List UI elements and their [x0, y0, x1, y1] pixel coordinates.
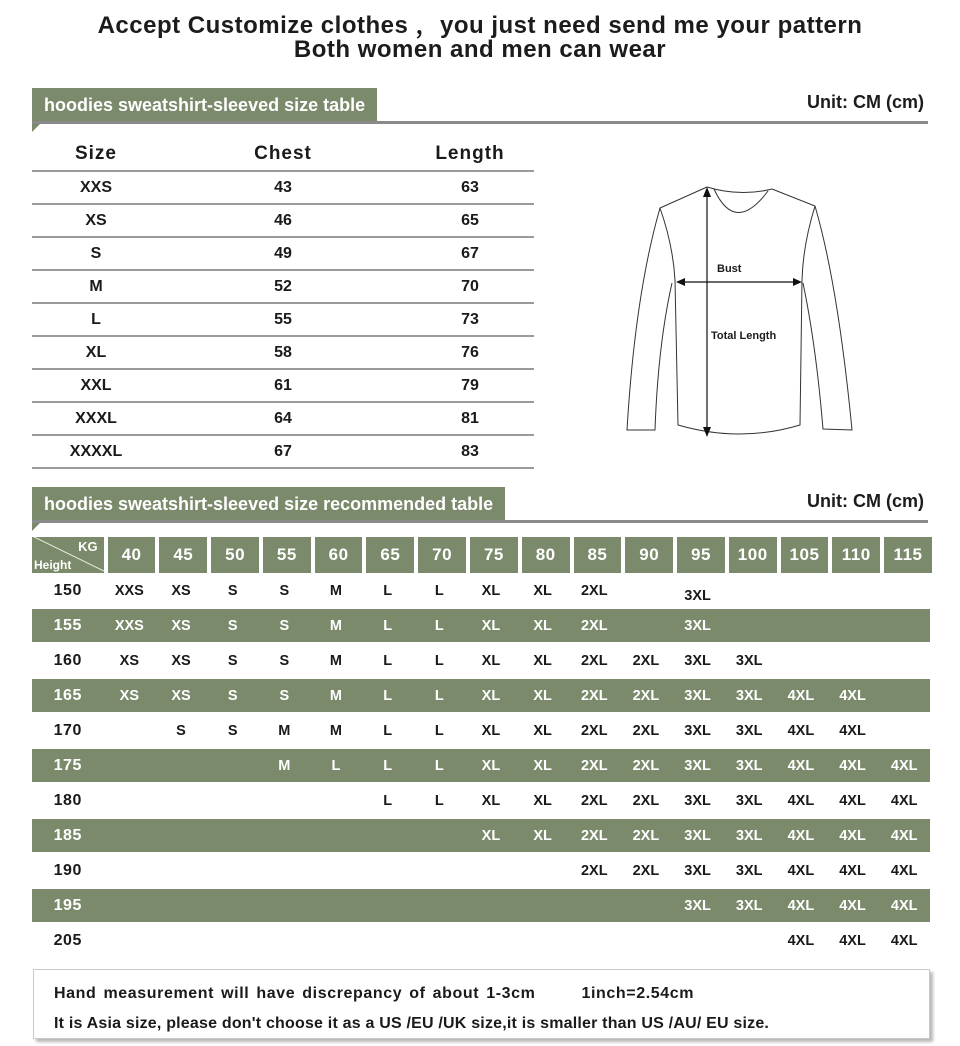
size-recommendation-cell: XL: [533, 827, 552, 844]
size-recommendation-cell: 2XL: [580, 617, 608, 634]
size-recommendation-cell: XL: [533, 687, 552, 704]
size-recommendation-cell: S: [279, 582, 290, 599]
kg-header-cell: 105: [781, 537, 829, 573]
size-recommendation-cell: 3XL: [684, 587, 711, 604]
size-recommendation-cell: XXS: [114, 582, 144, 599]
corner-kg-label: KG: [78, 539, 98, 554]
length-cell: 70: [461, 277, 479, 295]
size-recommendation-cell: L: [383, 757, 393, 774]
height-cell: 180: [53, 791, 82, 809]
size-recommendation-cell: L: [434, 687, 444, 704]
kg-header-cell: 70: [418, 537, 466, 573]
size-recommendation-cell: 4XL: [787, 792, 815, 809]
size-cell: M: [89, 277, 103, 295]
length-cell: 79: [461, 376, 479, 394]
chest-cell: 55: [274, 310, 292, 328]
recommended-table-row: [32, 853, 930, 888]
size-recommendation-cell: M: [329, 687, 343, 704]
size-table-title: hoodies sweatshirt-sleeved size table: [32, 88, 377, 122]
size-recommendation-cell: 4XL: [890, 932, 918, 949]
size-recommendation-cell: 2XL: [632, 687, 660, 704]
recommended-table-title: hoodies sweatshirt-sleeved size recommended table: [32, 487, 505, 521]
size-recommendation-cell: 3XL: [735, 757, 763, 774]
chest-cell: 58: [274, 343, 292, 361]
size-recommendation-cell: 2XL: [632, 862, 660, 879]
size-recommendation-cell: 4XL: [890, 757, 918, 774]
size-recommendation-cell: XL: [533, 582, 552, 599]
size-recommendation-cell: 4XL: [890, 792, 918, 809]
size-recommendation-cell: L: [383, 792, 393, 809]
size-table-header-row: [32, 138, 534, 172]
recommended-table-row: [32, 679, 930, 712]
chest-cell: 67: [274, 442, 292, 460]
size-table-row: [32, 370, 534, 403]
size-recommendation-cell: XL: [481, 652, 501, 669]
size-recommendation-cell: XS: [171, 582, 191, 599]
height-cell: 155: [53, 616, 82, 634]
size-cell: XXXL: [75, 409, 117, 427]
size-recommendation-cell: 2XL: [580, 792, 608, 809]
length-cell: 63: [461, 178, 479, 196]
height-cell: 175: [53, 756, 82, 774]
kg-header-cell: 90: [625, 537, 673, 573]
size-table-row: [32, 205, 534, 238]
total-length-label: Total Length: [711, 330, 777, 342]
kg-header-cell: 50: [211, 537, 259, 573]
kg-header-cell: 55: [263, 537, 311, 573]
size-table-row: [32, 337, 534, 370]
size-cell: XXXXL: [69, 442, 123, 460]
kg-header-cell: 60: [315, 537, 363, 573]
size-table-row: [32, 271, 534, 304]
column-header-size: Size: [74, 143, 118, 164]
size-recommendation-cell: XS: [171, 617, 191, 634]
size-recommendation-cell: 3XL: [684, 652, 711, 669]
size-recommendation-cell: 4XL: [839, 932, 866, 949]
size-recommendation-cell: 4XL: [787, 687, 815, 704]
size-recommendation-cell: 4XL: [839, 722, 866, 739]
size-cell: XS: [85, 211, 107, 229]
kg-header-cell: 45: [159, 537, 207, 573]
recommended-table-row: [32, 573, 930, 608]
size-table-unit: Unit: CM (cm): [807, 92, 924, 112]
size-recommendation-cell: XL: [533, 757, 552, 774]
height-cell: 165: [53, 686, 82, 704]
size-recommendation-cell: 4XL: [839, 687, 866, 704]
size-recommendation-cell: S: [227, 687, 238, 704]
size-recommendation-cell: 3XL: [735, 792, 763, 809]
size-recommendation-cell: XL: [481, 582, 501, 599]
kg-header-cell: 75: [470, 537, 518, 573]
size-cell: XXL: [80, 376, 112, 394]
size-recommendation-cell: XL: [481, 687, 501, 704]
height-cell: 185: [53, 826, 82, 844]
size-recommendation-cell: 2XL: [632, 722, 660, 739]
recommended-table-row: [32, 923, 930, 958]
kg-header-cell: 100: [729, 537, 777, 573]
size-recommendation-cell: 3XL: [684, 827, 711, 844]
note-discrepancy: [54, 985, 694, 1003]
size-recommendation-cell: 4XL: [839, 757, 866, 774]
size-recommendation-cell: 4XL: [787, 722, 815, 739]
recommended-table-row: [32, 819, 930, 852]
size-recommendation-cell: 2XL: [580, 652, 608, 669]
height-cell: 205: [53, 931, 82, 949]
size-recommendation-cell: 3XL: [735, 722, 763, 739]
size-cell: XXS: [79, 178, 112, 196]
recommended-table-header-row: [32, 537, 932, 573]
size-recommendation-cell: 2XL: [580, 722, 608, 739]
shirt-outline-icon: [610, 175, 870, 455]
notes-box: [33, 969, 930, 1039]
chest-cell: 61: [274, 376, 292, 394]
size-recommendation-cell: M: [329, 617, 343, 634]
height-cell: 195: [53, 896, 82, 914]
size-recommendation-cell: 2XL: [632, 792, 660, 809]
size-table-row: [32, 238, 534, 271]
size-recommendation-cell: 3XL: [735, 652, 763, 669]
size-recommendation-cell: L: [331, 757, 341, 774]
recommended-table-row: [32, 713, 930, 748]
column-header-length: Length: [435, 143, 505, 164]
size-table-row: [32, 304, 534, 337]
recommended-table-row: [32, 609, 930, 642]
kg-header-cell: 85: [574, 537, 622, 573]
length-cell: 73: [461, 310, 479, 328]
size-recommendation-cell: XL: [533, 617, 552, 634]
size-recommendation-cell: 4XL: [787, 827, 815, 844]
size-recommendation-cell: 3XL: [684, 792, 711, 809]
size-recommendation-cell: M: [329, 652, 343, 669]
size-recommendation-cell: L: [383, 687, 393, 704]
size-recommendation-cell: XL: [533, 722, 552, 739]
headline-unisex: Both women and men can wear: [293, 36, 667, 63]
recommended-table-body: [32, 573, 930, 958]
size-recommendation-cell: L: [434, 617, 444, 634]
size-recommendation-cell: S: [227, 617, 238, 634]
size-recommendation-cell: 4XL: [787, 897, 815, 914]
recommended-table-unit: Unit: CM (cm): [807, 491, 924, 511]
size-recommendation-cell: 3XL: [684, 722, 711, 739]
note-asia-size: It is Asia size, please don't choose it as a US /EU /UK size,it is smaller than US /AU/ EU size.: [54, 1015, 770, 1032]
size-recommendation-cell: L: [383, 582, 393, 599]
size-recommendation-cell: 4XL: [787, 932, 815, 949]
size-recommendation-cell: XXS: [114, 617, 144, 634]
size-recommendation-cell: 2XL: [632, 827, 660, 844]
size-recommendation-cell: S: [279, 652, 290, 669]
size-table-row: [32, 403, 534, 436]
height-cell: 190: [53, 861, 82, 879]
section-divider: [32, 121, 928, 124]
size-recommendation-cell: 3XL: [735, 827, 763, 844]
recommended-table-header-bar: [32, 487, 928, 527]
corner-height-label: Height: [34, 558, 72, 572]
length-cell: 76: [461, 343, 479, 361]
size-recommendation-cell: 3XL: [684, 757, 711, 774]
size-recommendation-cell: M: [329, 582, 343, 599]
size-recommendation-cell: 4XL: [839, 792, 866, 809]
height-cell: 170: [53, 721, 82, 739]
size-cell: S: [90, 244, 102, 262]
size-cell: XL: [85, 343, 107, 361]
height-cell: 160: [53, 651, 82, 669]
size-recommendation-cell: 4XL: [787, 862, 815, 879]
size-recommendation-cell: XS: [171, 652, 191, 669]
size-recommendation-cell: L: [434, 722, 444, 739]
size-recommendation-cell: 2XL: [580, 757, 608, 774]
kg-header-cell: 110: [832, 537, 880, 573]
size-cell: L: [91, 310, 101, 328]
size-recommendation-cell: M: [329, 722, 343, 739]
size-recommendation-cell: S: [227, 582, 238, 599]
kg-header-cell: 95: [677, 537, 725, 573]
size-recommendation-cell: 2XL: [580, 827, 608, 844]
size-recommendation-cell: XL: [481, 792, 501, 809]
size-recommendation-cell: 4XL: [890, 862, 918, 879]
size-recommendation-cell: 2XL: [580, 582, 608, 599]
size-recommendation-cell: 3XL: [684, 897, 711, 914]
size-recommendation-cell: L: [434, 582, 444, 599]
size-recommendation-cell: S: [176, 722, 186, 739]
size-recommendation-cell: XL: [481, 757, 501, 774]
note-discrepancy-text: Hand measurement will have discrepancy of about 1-3cm: [54, 985, 536, 1002]
size-recommendation-cell: M: [278, 757, 291, 774]
headline-customize: Accept Customize clothes ，you just need send me your pattern: [97, 12, 863, 39]
corner-cell: [32, 537, 104, 573]
size-table-header-bar: [32, 88, 928, 128]
chest-cell: 49: [274, 244, 292, 262]
kg-header-cell: 115: [884, 537, 932, 573]
chest-cell: 46: [274, 211, 292, 229]
size-recommendation-cell: S: [279, 687, 290, 704]
column-header-chest: Chest: [254, 143, 312, 164]
shirt-measurement-diagram: [610, 175, 870, 455]
size-recommendation-cell: XL: [481, 722, 501, 739]
size-recommendation-cell: L: [383, 722, 393, 739]
size-recommendation-cell: S: [227, 722, 238, 739]
size-recommendation-cell: 4XL: [839, 897, 866, 914]
chest-cell: 52: [274, 277, 292, 295]
recommended-table-row: [32, 889, 930, 922]
size-recommendation-cell: L: [383, 652, 393, 669]
size-recommendation-cell: 2XL: [580, 862, 608, 879]
size-table: [32, 138, 534, 469]
length-cell: 67: [461, 244, 479, 262]
size-recommendation-cell: XL: [533, 792, 552, 809]
size-recommendation-cell: 2XL: [580, 687, 608, 704]
length-cell: 65: [461, 211, 479, 229]
size-recommendation-cell: 3XL: [684, 862, 711, 879]
size-recommendation-cell: 3XL: [735, 897, 763, 914]
kg-header-cell: 65: [366, 537, 414, 573]
size-recommendation-cell: XS: [119, 687, 140, 704]
size-recommendation-cell: 4XL: [787, 757, 815, 774]
height-cell: 150: [53, 581, 82, 599]
size-recommendation-cell: M: [278, 722, 291, 739]
size-recommendation-cell: L: [434, 792, 444, 809]
size-recommendation-cell: L: [434, 757, 444, 774]
recommended-table-row: [32, 749, 930, 782]
size-recommendation-cell: 4XL: [890, 897, 918, 914]
size-recommendation-cell: 2XL: [632, 757, 660, 774]
size-recommendation-cell: 2XL: [632, 652, 660, 669]
note-inch-conversion: 1inch=2.54cm: [581, 985, 695, 1002]
recommended-table-row: [32, 643, 930, 678]
size-recommendation-cell: S: [279, 617, 290, 634]
chest-cell: 64: [274, 409, 292, 427]
size-recommendation-cell: XL: [481, 617, 501, 634]
recommended-table-row: [32, 783, 930, 818]
size-recommendation-cell: 4XL: [839, 827, 866, 844]
size-table-row: [32, 436, 534, 469]
kg-header-cell: 40: [108, 537, 156, 573]
size-table-row: [32, 172, 534, 205]
kg-header-cell: 80: [522, 537, 570, 573]
size-recommendation-cell: L: [434, 652, 444, 669]
size-recommendation-cell: 3XL: [684, 687, 711, 704]
bust-label: Bust: [717, 263, 742, 275]
size-recommendation-cell: 3XL: [735, 687, 763, 704]
size-recommendation-cell: XS: [119, 652, 140, 669]
size-recommendation-cell: S: [227, 652, 238, 669]
size-recommendation-cell: 3XL: [684, 617, 711, 634]
length-cell: 81: [461, 409, 479, 427]
size-recommendation-cell: 4XL: [839, 862, 866, 879]
size-recommendation-cell: 3XL: [735, 862, 763, 879]
size-recommendation-cell: XS: [171, 687, 191, 704]
size-recommendation-cell: XL: [481, 827, 501, 844]
size-recommendation-cell: XL: [533, 652, 552, 669]
chest-cell: 43: [274, 178, 292, 196]
size-recommendation-cell: L: [383, 617, 393, 634]
section-divider: [32, 520, 928, 523]
size-recommendation-cell: 4XL: [890, 827, 918, 844]
length-cell: 83: [461, 442, 479, 460]
